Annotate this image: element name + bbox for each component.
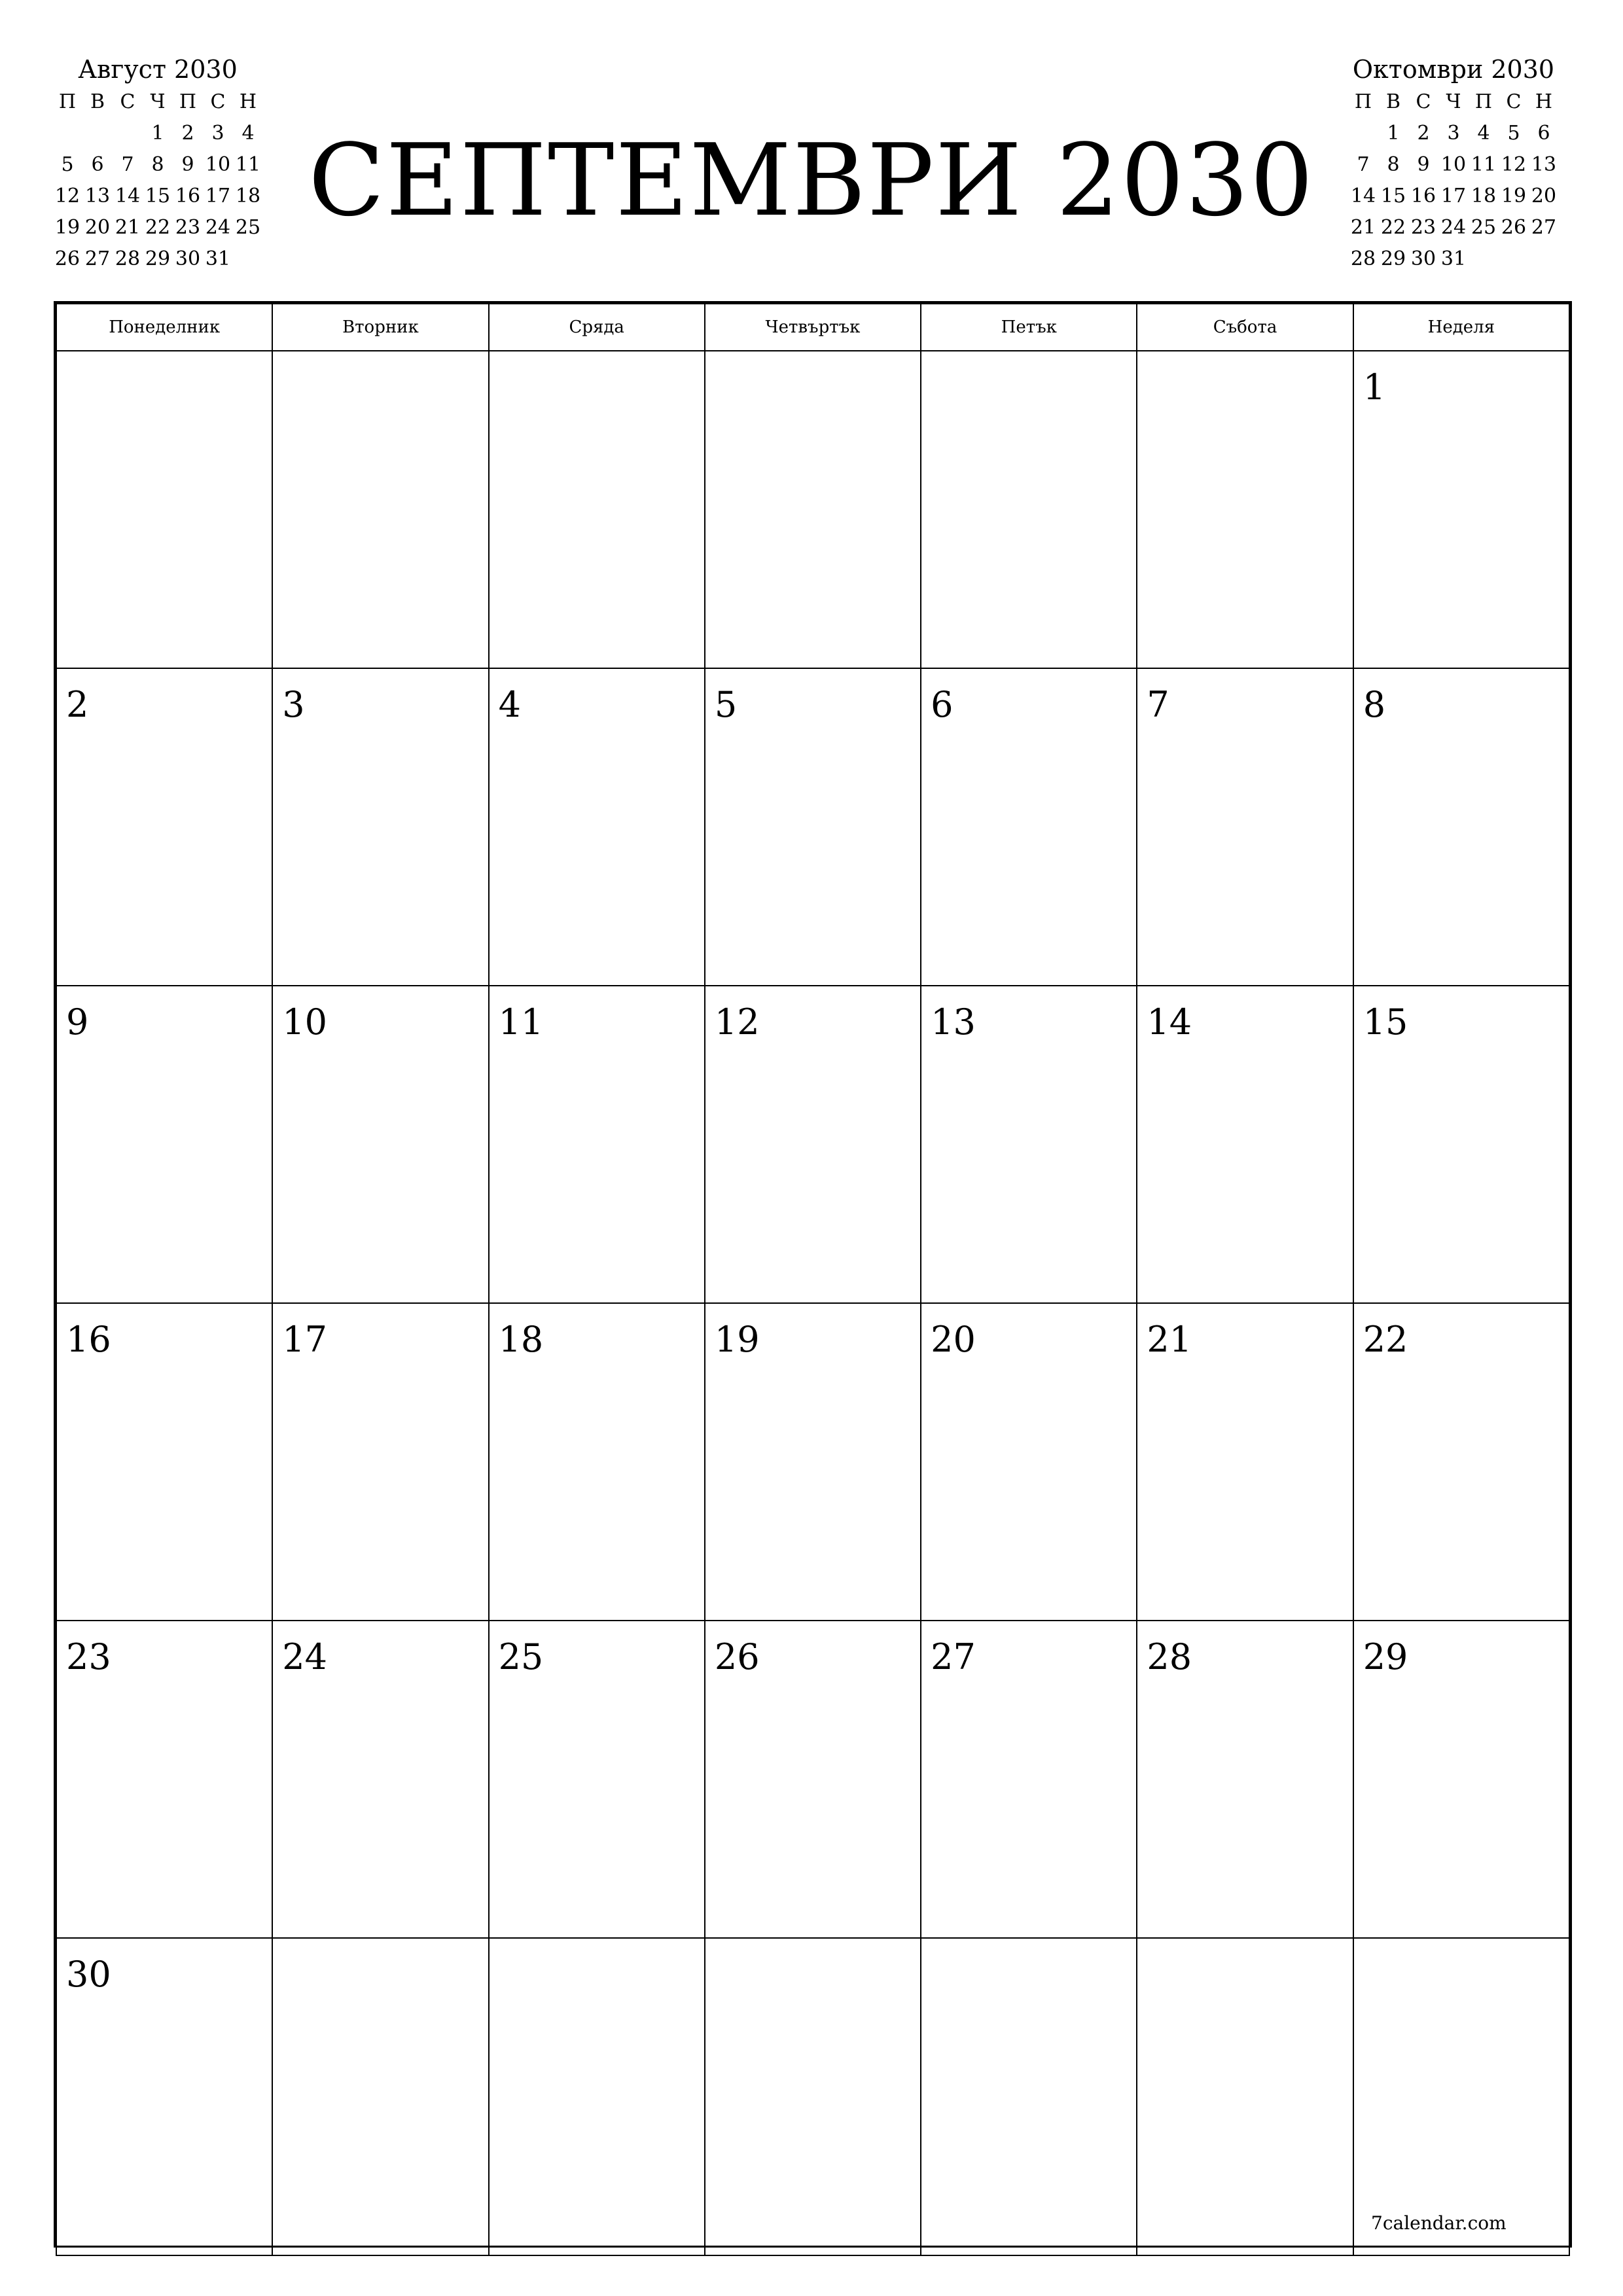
mini-day: 20 (1531, 185, 1557, 207)
day-number: 20 (931, 1319, 976, 1360)
next-month-week (1348, 118, 1559, 149)
prev-month-title: Август 2030 (78, 55, 238, 84)
day-cell (272, 351, 488, 668)
day-number: 11 (498, 1001, 544, 1043)
day-cell (705, 1938, 921, 2255)
weekday-label: П (58, 90, 77, 113)
day-cell (705, 1303, 921, 1621)
day-number: 2 (66, 684, 89, 725)
mini-day: 29 (145, 247, 171, 270)
week-row (56, 668, 1569, 986)
mini-day: 30 (1410, 247, 1436, 270)
week-row (56, 1303, 1569, 1621)
day-cell (705, 1621, 921, 1938)
weekday-label: В (90, 90, 105, 113)
weekday-header: Събота (1137, 304, 1353, 351)
day-cell (272, 1938, 488, 2255)
day-number: 3 (282, 684, 305, 725)
mini-day: 9 (181, 153, 194, 176)
mini-day (233, 243, 263, 275)
mini-day: 31 (1440, 247, 1467, 270)
day-cell (921, 986, 1137, 1303)
mini-day: 24 (205, 216, 231, 239)
prev-month-week (52, 243, 263, 275)
weekday-header-row (56, 304, 1569, 351)
weekday-header: Четвъртък (705, 304, 921, 351)
mini-day: 28 (1350, 247, 1376, 270)
mini-day: 21 (115, 216, 141, 239)
next-month-week (1348, 181, 1559, 212)
day-number: 18 (498, 1319, 544, 1360)
next-month-weekday-row (1348, 86, 1559, 118)
weekday-label: С (210, 90, 226, 113)
day-cell (1353, 668, 1569, 986)
mini-day: 11 (1471, 153, 1497, 176)
mini-day: 26 (1501, 216, 1527, 239)
day-number: 8 (1363, 684, 1386, 725)
mini-day: 7 (1357, 153, 1370, 176)
day-number: 4 (498, 684, 521, 725)
mini-day: 10 (1440, 153, 1467, 176)
weekday-label: С (1416, 90, 1431, 113)
day-cell (56, 1938, 272, 2255)
mini-day: 27 (1531, 216, 1557, 239)
mini-day: 13 (1531, 153, 1557, 176)
footer-credit: 7calendar.com (1371, 2212, 1507, 2234)
weekday-label: П (1474, 90, 1493, 113)
day-cell (489, 986, 705, 1303)
mini-day: 2 (1417, 122, 1430, 145)
day-cell (1353, 1303, 1569, 1621)
weekday-label: Ч (150, 90, 166, 113)
day-number: 28 (1147, 1636, 1192, 1677)
day-number: 1 (1363, 367, 1386, 408)
day-cell (1353, 1621, 1569, 1938)
day-cell (1137, 351, 1353, 668)
mini-day: 29 (1380, 247, 1406, 270)
day-number: 15 (1363, 1001, 1408, 1043)
day-cell (272, 1621, 488, 1938)
weekday-header: Петък (921, 304, 1137, 351)
mini-day: 31 (205, 247, 231, 270)
day-number (705, 351, 920, 370)
week-row (56, 1621, 1569, 1938)
day-cell (489, 351, 705, 668)
day-number (490, 1939, 704, 1957)
day-cell (921, 1621, 1137, 1938)
next-month-calendar (1348, 52, 1559, 275)
mini-day: 4 (1477, 122, 1490, 145)
mini-day: 3 (211, 122, 224, 145)
day-cell (56, 668, 272, 986)
day-cell (272, 1303, 488, 1621)
day-number: 6 (931, 684, 954, 725)
day-number: 24 (282, 1636, 327, 1677)
next-month-table (1348, 86, 1559, 275)
weekday-label: Ч (1446, 90, 1461, 113)
next-month-week (1348, 212, 1559, 243)
day-number: 22 (1363, 1319, 1408, 1360)
day-cell (921, 351, 1137, 668)
day-number: 12 (714, 1001, 760, 1043)
day-cell (56, 351, 272, 668)
prev-month-week (52, 181, 263, 212)
mini-day: 22 (1380, 216, 1406, 239)
mini-day (1529, 243, 1559, 275)
mini-day: 30 (175, 247, 201, 270)
mini-day: 11 (235, 153, 261, 176)
mini-day: 19 (54, 216, 80, 239)
day-cell (1353, 351, 1569, 668)
mini-day: 5 (1507, 122, 1520, 145)
day-cell (272, 668, 488, 986)
day-cell (56, 986, 272, 1303)
mini-day: 15 (1380, 185, 1406, 207)
weekday-header: Понеделник (56, 304, 272, 351)
day-cell (489, 1938, 705, 2255)
weekday-header: Сряда (489, 304, 705, 351)
day-cell (705, 986, 921, 1303)
day-cell (705, 351, 921, 668)
mini-day: 6 (91, 153, 104, 176)
day-number (921, 1939, 1136, 1957)
day-cell (489, 668, 705, 986)
mini-day: 24 (1440, 216, 1467, 239)
day-cell (1137, 1621, 1353, 1938)
mini-day: 23 (1410, 216, 1436, 239)
prev-month-week (52, 149, 263, 181)
day-number: 5 (714, 684, 738, 725)
day-cell (1137, 1938, 1353, 2255)
day-cell (1137, 668, 1353, 986)
mini-day: 1 (1387, 122, 1400, 145)
day-number (273, 351, 488, 370)
day-cell (705, 668, 921, 986)
mini-day: 25 (1471, 216, 1497, 239)
week-row (56, 351, 1569, 668)
mini-day: 2 (181, 122, 194, 145)
day-number: 16 (66, 1319, 111, 1360)
mini-day (82, 118, 113, 149)
mini-day: 1 (151, 122, 164, 145)
mini-day (1469, 243, 1499, 275)
mini-day: 23 (175, 216, 201, 239)
mini-day: 19 (1501, 185, 1527, 207)
day-cell (1137, 986, 1353, 1303)
day-number (921, 351, 1136, 370)
day-number: 9 (66, 1001, 89, 1043)
day-cell (1353, 1938, 1569, 2255)
prev-month-table (52, 86, 263, 275)
day-cell (489, 1303, 705, 1621)
mini-day: 15 (145, 185, 171, 207)
mini-day: 17 (205, 185, 231, 207)
mini-day: 22 (145, 216, 171, 239)
day-number (57, 351, 272, 370)
mini-day (1348, 118, 1378, 149)
day-number (1137, 1939, 1352, 1957)
mini-day: 14 (115, 185, 141, 207)
mini-day: 8 (1387, 153, 1400, 176)
next-month-week (1348, 243, 1559, 275)
day-number: 30 (66, 1954, 111, 1995)
day-number: 10 (282, 1001, 327, 1043)
mini-day: 21 (1350, 216, 1376, 239)
next-month-title: Октомври 2030 (1352, 55, 1555, 84)
mini-day: 5 (61, 153, 74, 176)
day-number: 29 (1363, 1636, 1408, 1677)
weekday-label: Н (1535, 90, 1553, 113)
mini-day: 12 (1501, 153, 1527, 176)
mini-day: 6 (1537, 122, 1550, 145)
day-number: 7 (1147, 684, 1169, 725)
mini-day: 14 (1350, 185, 1376, 207)
day-number: 19 (714, 1319, 760, 1360)
day-cell (56, 1303, 272, 1621)
mini-day: 13 (84, 185, 111, 207)
mini-day: 25 (235, 216, 261, 239)
weekday-header: Вторник (272, 304, 488, 351)
day-number: 26 (714, 1636, 760, 1677)
day-number: 27 (931, 1636, 976, 1677)
mini-day: 9 (1417, 153, 1430, 176)
day-cell (921, 1303, 1137, 1621)
mini-day: 3 (1447, 122, 1460, 145)
day-number: 17 (282, 1319, 327, 1360)
prev-month-week (52, 118, 263, 149)
mini-day: 7 (121, 153, 134, 176)
day-number: 14 (1147, 1001, 1192, 1043)
month-grid (54, 301, 1572, 2248)
day-cell (921, 668, 1137, 986)
day-number: 13 (931, 1001, 976, 1043)
day-number (273, 1939, 488, 1957)
weekday-label: Н (239, 90, 257, 113)
day-cell (1137, 1303, 1353, 1621)
weekday-label: С (120, 90, 135, 113)
day-number (705, 1939, 920, 1957)
prev-month-weekday-row (52, 86, 263, 118)
mini-day: 18 (235, 185, 261, 207)
page-title: СЕПТЕМВРИ 2030 (308, 122, 1315, 238)
mini-day (52, 118, 82, 149)
mini-day: 17 (1440, 185, 1467, 207)
weekday-label: П (179, 90, 197, 113)
day-cell (56, 1621, 272, 1938)
mini-day (1499, 243, 1529, 275)
mini-day: 16 (175, 185, 201, 207)
day-number: 25 (498, 1636, 544, 1677)
prev-month-calendar (52, 52, 263, 275)
mini-day: 12 (54, 185, 80, 207)
mini-day: 20 (84, 216, 111, 239)
mini-day: 4 (241, 122, 255, 145)
prev-month-week (52, 212, 263, 243)
week-row (56, 1938, 1569, 2255)
day-number (1354, 1939, 1569, 1957)
mini-day (113, 118, 143, 149)
mini-day: 18 (1471, 185, 1497, 207)
mini-day: 26 (54, 247, 80, 270)
weekday-header: Неделя (1353, 304, 1569, 351)
next-month-week (1348, 149, 1559, 181)
weekday-label: С (1506, 90, 1522, 113)
day-number (490, 351, 704, 370)
day-cell (1353, 986, 1569, 1303)
day-cell (921, 1938, 1137, 2255)
mini-day: 10 (205, 153, 231, 176)
week-row (56, 986, 1569, 1303)
day-number: 23 (66, 1636, 111, 1677)
day-number (1137, 351, 1352, 370)
month-table (56, 303, 1570, 2256)
mini-day: 28 (115, 247, 141, 270)
mini-day: 16 (1410, 185, 1436, 207)
weekday-label: П (1354, 90, 1372, 113)
weekday-label: В (1385, 90, 1401, 113)
mini-day: 27 (84, 247, 111, 270)
day-cell (489, 1621, 705, 1938)
day-number: 21 (1147, 1319, 1192, 1360)
day-cell (272, 986, 488, 1303)
mini-day: 8 (151, 153, 164, 176)
